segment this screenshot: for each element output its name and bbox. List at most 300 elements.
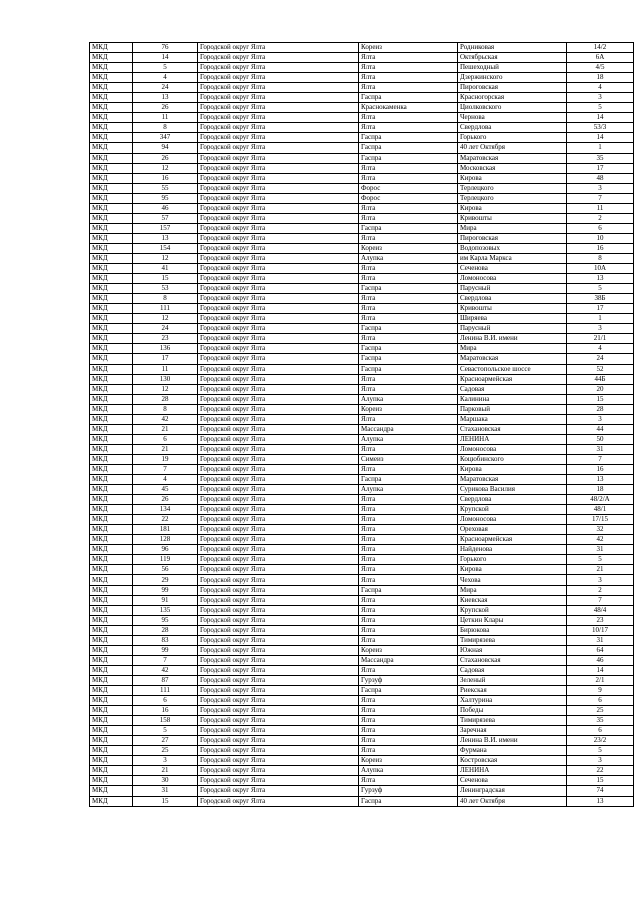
street-cell: Южная xyxy=(458,645,567,655)
street-cell: Маратовская xyxy=(458,475,567,485)
table-row xyxy=(90,605,634,615)
district-cell: Городской округ Ялта xyxy=(198,274,359,284)
district-cell: Городской округ Ялта xyxy=(198,675,359,685)
object-type-cell: МКД xyxy=(90,756,133,766)
house-number-cell: 119 xyxy=(133,555,198,565)
table-row xyxy=(90,434,634,444)
district-cell: Городской округ Ялта xyxy=(198,43,359,53)
street-cell: Свердлова xyxy=(458,495,567,505)
building-cell: 48/2/А xyxy=(567,495,634,505)
table-row xyxy=(90,153,634,163)
house-number-cell: 136 xyxy=(133,344,198,354)
object-type-cell: МКД xyxy=(90,716,133,726)
house-number-cell: 16 xyxy=(133,706,198,716)
street-cell: Ломоносова xyxy=(458,274,567,284)
object-type-cell: МКД xyxy=(90,746,133,756)
street-cell: Ширяева xyxy=(458,314,567,324)
locality-cell: Ялта xyxy=(359,706,458,716)
house-number-cell: 134 xyxy=(133,505,198,515)
table-row xyxy=(90,756,634,766)
table-row xyxy=(90,444,634,454)
table-row xyxy=(90,314,634,324)
house-number-cell: 4 xyxy=(133,73,198,83)
locality-cell: Гурзуф xyxy=(359,675,458,685)
house-number-cell: 94 xyxy=(133,143,198,153)
street-cell: Фурмана xyxy=(458,746,567,756)
building-cell: 10А xyxy=(567,264,634,274)
district-cell: Городской округ Ялта xyxy=(198,605,359,615)
street-cell: Тимирязева xyxy=(458,716,567,726)
table-row xyxy=(90,746,634,756)
street-cell: Кривошты xyxy=(458,213,567,223)
house-number-cell: 12 xyxy=(133,384,198,394)
locality-cell: Ялта xyxy=(359,605,458,615)
locality-cell: Ялта xyxy=(359,726,458,736)
house-number-cell: 57 xyxy=(133,213,198,223)
street-cell: Сурикова Василия xyxy=(458,485,567,495)
table-row xyxy=(90,615,634,625)
table-row xyxy=(90,464,634,474)
locality-cell: Ялта xyxy=(359,203,458,213)
house-number-cell: 21 xyxy=(133,424,198,434)
table-row xyxy=(90,776,634,786)
district-cell: Городской округ Ялта xyxy=(198,264,359,274)
table-row xyxy=(90,394,634,404)
locality-cell: Гурзуф xyxy=(359,786,458,796)
house-number-cell: 7 xyxy=(133,655,198,665)
house-number-cell: 27 xyxy=(133,736,198,746)
house-number-cell: 135 xyxy=(133,605,198,615)
district-cell: Городской округ Ялта xyxy=(198,73,359,83)
table-row xyxy=(90,454,634,464)
object-type-cell: МКД xyxy=(90,354,133,364)
district-cell: Городской округ Ялта xyxy=(198,665,359,675)
object-type-cell: МКД xyxy=(90,505,133,515)
district-cell: Городской округ Ялта xyxy=(198,123,359,133)
house-number-cell: 11 xyxy=(133,113,198,123)
building-cell: 1 xyxy=(567,143,634,153)
district-cell: Городской округ Ялта xyxy=(198,485,359,495)
district-cell: Городской округ Ялта xyxy=(198,454,359,464)
locality-cell: Ялта xyxy=(359,444,458,454)
locality-cell: Кореиз xyxy=(359,243,458,253)
table-row xyxy=(90,173,634,183)
building-cell: 8 xyxy=(567,253,634,263)
object-type-cell: МКД xyxy=(90,274,133,284)
district-cell: Городской округ Ялта xyxy=(198,746,359,756)
district-cell: Городской округ Ялта xyxy=(198,575,359,585)
house-number-cell: 24 xyxy=(133,324,198,334)
table-row xyxy=(90,243,634,253)
street-cell: Мира xyxy=(458,585,567,595)
object-type-cell: МКД xyxy=(90,766,133,776)
house-number-cell: 31 xyxy=(133,786,198,796)
building-cell: 6А xyxy=(567,53,634,63)
street-cell: Красногорская xyxy=(458,93,567,103)
locality-cell: Ялта xyxy=(359,314,458,324)
street-cell: Маршака xyxy=(458,414,567,424)
object-type-cell: МКД xyxy=(90,706,133,716)
district-cell: Городской округ Ялта xyxy=(198,223,359,233)
house-number-cell: 96 xyxy=(133,545,198,555)
locality-cell: Ялта xyxy=(359,73,458,83)
table-row xyxy=(90,796,634,806)
district-cell: Городской округ Ялта xyxy=(198,364,359,374)
building-cell: 3 xyxy=(567,93,634,103)
district-cell: Городской округ Ялта xyxy=(198,334,359,344)
house-number-cell: 111 xyxy=(133,304,198,314)
district-cell: Городской округ Ялта xyxy=(198,324,359,334)
table-row xyxy=(90,515,634,525)
table-row xyxy=(90,535,634,545)
district-cell: Городской округ Ялта xyxy=(198,93,359,103)
street-cell: Найденова xyxy=(458,545,567,555)
locality-cell: Ялта xyxy=(359,233,458,243)
district-cell: Городской округ Ялта xyxy=(198,394,359,404)
district-cell: Городской округ Ялта xyxy=(198,515,359,525)
locality-cell: Гаспра xyxy=(359,475,458,485)
street-cell: Парусный xyxy=(458,284,567,294)
building-cell: 44 xyxy=(567,424,634,434)
building-cell: 48 xyxy=(567,173,634,183)
district-cell: Городской округ Ялта xyxy=(198,103,359,113)
object-type-cell: МКД xyxy=(90,615,133,625)
district-cell: Городской округ Ялта xyxy=(198,384,359,394)
street-cell: Московская xyxy=(458,163,567,173)
table-row xyxy=(90,264,634,274)
building-cell: 3 xyxy=(567,324,634,334)
object-type-cell: МКД xyxy=(90,585,133,595)
house-number-cell: 21 xyxy=(133,444,198,454)
object-type-cell: МКД xyxy=(90,243,133,253)
table-row xyxy=(90,73,634,83)
object-type-cell: МКД xyxy=(90,675,133,685)
district-cell: Городской округ Ялта xyxy=(198,736,359,746)
building-cell: 10 xyxy=(567,233,634,243)
house-number-cell: 19 xyxy=(133,454,198,464)
building-cell: 17 xyxy=(567,304,634,314)
street-cell: Родниковая xyxy=(458,43,567,53)
locality-cell: Ялта xyxy=(359,495,458,505)
locality-cell: Ялта xyxy=(359,63,458,73)
house-number-cell: 21 xyxy=(133,766,198,776)
district-cell: Городской округ Ялта xyxy=(198,163,359,173)
house-number-cell: 111 xyxy=(133,686,198,696)
object-type-cell: МКД xyxy=(90,515,133,525)
object-type-cell: МКД xyxy=(90,153,133,163)
building-cell: 3 xyxy=(567,756,634,766)
house-number-cell: 87 xyxy=(133,675,198,685)
district-cell: Городской округ Ялта xyxy=(198,304,359,314)
street-cell: Свердлова xyxy=(458,123,567,133)
building-cell: 16 xyxy=(567,243,634,253)
locality-cell: Гаспра xyxy=(359,686,458,696)
house-number-cell: 55 xyxy=(133,183,198,193)
object-type-cell: МКД xyxy=(90,655,133,665)
object-type-cell: МКД xyxy=(90,233,133,243)
table-row xyxy=(90,374,634,384)
house-number-cell: 99 xyxy=(133,585,198,595)
house-number-cell: 26 xyxy=(133,103,198,113)
table-row xyxy=(90,163,634,173)
locality-cell: Гаспра xyxy=(359,364,458,374)
house-number-cell: 99 xyxy=(133,645,198,655)
district-cell: Городской округ Ялта xyxy=(198,686,359,696)
street-cell: Калинина xyxy=(458,394,567,404)
street-cell: 40 лет Октября xyxy=(458,143,567,153)
table-row xyxy=(90,696,634,706)
building-cell: 31 xyxy=(567,635,634,645)
district-cell: Городской округ Ялта xyxy=(198,143,359,153)
building-cell: 2/1 xyxy=(567,675,634,685)
building-cell: 35 xyxy=(567,716,634,726)
building-cell: 13 xyxy=(567,796,634,806)
house-number-cell: 42 xyxy=(133,665,198,675)
table-row xyxy=(90,384,634,394)
district-cell: Городской округ Ялта xyxy=(198,284,359,294)
house-number-cell: 91 xyxy=(133,595,198,605)
locality-cell: Ялта xyxy=(359,736,458,746)
building-cell: 14/2 xyxy=(567,43,634,53)
table-row xyxy=(90,364,634,374)
table-row xyxy=(90,726,634,736)
building-cell: 3 xyxy=(567,575,634,585)
locality-cell: Алупка xyxy=(359,253,458,263)
district-cell: Городской округ Ялта xyxy=(198,233,359,243)
house-number-cell: 45 xyxy=(133,485,198,495)
object-type-cell: МКД xyxy=(90,384,133,394)
building-cell: 7 xyxy=(567,193,634,203)
locality-cell: Гаспра xyxy=(359,284,458,294)
street-cell: Ломоносова xyxy=(458,444,567,454)
street-cell: Заречная xyxy=(458,726,567,736)
building-cell: 48/1 xyxy=(567,505,634,515)
table-row xyxy=(90,304,634,314)
table-row xyxy=(90,545,634,555)
street-cell: Парусный xyxy=(458,324,567,334)
locality-cell: Ялта xyxy=(359,535,458,545)
locality-cell: Алупка xyxy=(359,394,458,404)
locality-cell: Форос xyxy=(359,193,458,203)
locality-cell: Ялта xyxy=(359,213,458,223)
object-type-cell: МКД xyxy=(90,93,133,103)
district-cell: Городской округ Ялта xyxy=(198,706,359,716)
street-cell: Крупской xyxy=(458,505,567,515)
locality-cell: Ялта xyxy=(359,665,458,675)
building-cell: 5 xyxy=(567,103,634,113)
street-cell: Чехова xyxy=(458,575,567,585)
locality-cell: Кореиз xyxy=(359,404,458,414)
locality-cell: Ялта xyxy=(359,264,458,274)
locality-cell: Гаспра xyxy=(359,133,458,143)
district-cell: Городской округ Ялта xyxy=(198,243,359,253)
locality-cell: Ялта xyxy=(359,595,458,605)
locality-cell: Ялта xyxy=(359,776,458,786)
building-cell: 64 xyxy=(567,645,634,655)
locality-cell: Форос xyxy=(359,183,458,193)
locality-cell: Кореиз xyxy=(359,43,458,53)
district-cell: Городской округ Ялта xyxy=(198,545,359,555)
table-row xyxy=(90,736,634,746)
building-cell: 44Б xyxy=(567,374,634,384)
house-number-cell: 347 xyxy=(133,133,198,143)
building-cell: 17/15 xyxy=(567,515,634,525)
district-cell: Городской округ Ялта xyxy=(198,424,359,434)
object-type-cell: МКД xyxy=(90,103,133,113)
district-cell: Городской округ Ялта xyxy=(198,696,359,706)
district-cell: Городской округ Ялта xyxy=(198,213,359,223)
building-cell: 31 xyxy=(567,545,634,555)
table-row xyxy=(90,93,634,103)
housing-registry-table xyxy=(89,42,634,807)
district-cell: Городской округ Ялта xyxy=(198,444,359,454)
locality-cell: Ялта xyxy=(359,746,458,756)
object-type-cell: МКД xyxy=(90,726,133,736)
street-cell: Дзержинского xyxy=(458,73,567,83)
object-type-cell: МКД xyxy=(90,53,133,63)
building-cell: 3 xyxy=(567,414,634,424)
object-type-cell: МКД xyxy=(90,605,133,615)
district-cell: Городской округ Ялта xyxy=(198,404,359,414)
house-number-cell: 14 xyxy=(133,53,198,63)
building-cell: 5 xyxy=(567,284,634,294)
locality-cell: Ялта xyxy=(359,274,458,284)
object-type-cell: МКД xyxy=(90,595,133,605)
table-row xyxy=(90,505,634,515)
object-type-cell: МКД xyxy=(90,193,133,203)
house-number-cell: 12 xyxy=(133,314,198,324)
street-cell: Горького xyxy=(458,555,567,565)
table-row xyxy=(90,404,634,414)
house-number-cell: 8 xyxy=(133,123,198,133)
table-row xyxy=(90,284,634,294)
building-cell: 50 xyxy=(567,434,634,444)
street-cell: 40 лет Октября xyxy=(458,796,567,806)
locality-cell: Массандра xyxy=(359,655,458,665)
object-type-cell: МКД xyxy=(90,575,133,585)
table-row xyxy=(90,525,634,535)
house-number-cell: 46 xyxy=(133,203,198,213)
locality-cell: Алупка xyxy=(359,766,458,776)
district-cell: Городской округ Ялта xyxy=(198,766,359,776)
building-cell: 18 xyxy=(567,73,634,83)
street-cell: Пироговская xyxy=(458,83,567,93)
table-row xyxy=(90,565,634,575)
table-row xyxy=(90,665,634,675)
house-number-cell: 7 xyxy=(133,464,198,474)
house-number-cell: 157 xyxy=(133,223,198,233)
house-number-cell: 26 xyxy=(133,153,198,163)
district-cell: Городской округ Ялта xyxy=(198,53,359,63)
house-number-cell: 28 xyxy=(133,625,198,635)
table-row xyxy=(90,475,634,485)
object-type-cell: МКД xyxy=(90,304,133,314)
object-type-cell: МКД xyxy=(90,63,133,73)
street-cell: им Карла Маркса xyxy=(458,253,567,263)
district-cell: Городской округ Ялта xyxy=(198,585,359,595)
building-cell: 24 xyxy=(567,354,634,364)
street-cell: Стахановская xyxy=(458,424,567,434)
building-cell: 17 xyxy=(567,163,634,173)
table-row xyxy=(90,183,634,193)
street-cell: Ленинградская xyxy=(458,786,567,796)
house-number-cell: 95 xyxy=(133,615,198,625)
street-cell: Садовая xyxy=(458,665,567,675)
building-cell: 14 xyxy=(567,665,634,675)
district-cell: Городской округ Ялта xyxy=(198,776,359,786)
building-cell: 14 xyxy=(567,133,634,143)
locality-cell: Ялта xyxy=(359,83,458,93)
object-type-cell: МКД xyxy=(90,645,133,655)
object-type-cell: МКД xyxy=(90,163,133,173)
district-cell: Городской округ Ялта xyxy=(198,153,359,163)
object-type-cell: МКД xyxy=(90,736,133,746)
object-type-cell: МКД xyxy=(90,665,133,675)
object-type-cell: МКД xyxy=(90,314,133,324)
locality-cell: Краснокаменка xyxy=(359,103,458,113)
house-number-cell: 95 xyxy=(133,193,198,203)
table-row xyxy=(90,53,634,63)
object-type-cell: МКД xyxy=(90,525,133,535)
district-cell: Городской округ Ялта xyxy=(198,464,359,474)
object-type-cell: МКД xyxy=(90,344,133,354)
street-cell: Риекская xyxy=(458,686,567,696)
building-cell: 42 xyxy=(567,535,634,545)
object-type-cell: МКД xyxy=(90,485,133,495)
house-number-cell: 12 xyxy=(133,253,198,263)
table-body xyxy=(90,43,634,807)
table-row xyxy=(90,786,634,796)
table-row xyxy=(90,203,634,213)
locality-cell: Ялта xyxy=(359,294,458,304)
object-type-cell: МКД xyxy=(90,284,133,294)
locality-cell: Ялта xyxy=(359,635,458,645)
district-cell: Городской округ Ялта xyxy=(198,655,359,665)
object-type-cell: МКД xyxy=(90,213,133,223)
object-type-cell: МКД xyxy=(90,786,133,796)
locality-cell: Ялта xyxy=(359,53,458,63)
district-cell: Городской округ Ялта xyxy=(198,253,359,263)
locality-cell: Кореиз xyxy=(359,756,458,766)
district-cell: Городской округ Ялта xyxy=(198,183,359,193)
building-cell: 7 xyxy=(567,595,634,605)
house-number-cell: 41 xyxy=(133,264,198,274)
object-type-cell: МКД xyxy=(90,475,133,485)
locality-cell: Ялта xyxy=(359,414,458,424)
district-cell: Городской округ Ялта xyxy=(198,615,359,625)
object-type-cell: МКД xyxy=(90,113,133,123)
district-cell: Городской округ Ялта xyxy=(198,83,359,93)
locality-cell: Кореиз xyxy=(359,645,458,655)
locality-cell: Ялта xyxy=(359,575,458,585)
street-cell: Водопозовых xyxy=(458,243,567,253)
district-cell: Городской округ Ялта xyxy=(198,726,359,736)
district-cell: Городской округ Ялта xyxy=(198,505,359,515)
table-row xyxy=(90,213,634,223)
object-type-cell: МКД xyxy=(90,143,133,153)
table-row xyxy=(90,485,634,495)
street-cell: Ленина В.И. имени xyxy=(458,736,567,746)
house-number-cell: 16 xyxy=(133,173,198,183)
object-type-cell: МКД xyxy=(90,264,133,274)
house-number-cell: 56 xyxy=(133,565,198,575)
house-number-cell: 130 xyxy=(133,374,198,384)
object-type-cell: МКД xyxy=(90,414,133,424)
locality-cell: Ялта xyxy=(359,123,458,133)
house-number-cell: 53 xyxy=(133,284,198,294)
street-cell: Кирова xyxy=(458,565,567,575)
house-number-cell: 8 xyxy=(133,404,198,414)
